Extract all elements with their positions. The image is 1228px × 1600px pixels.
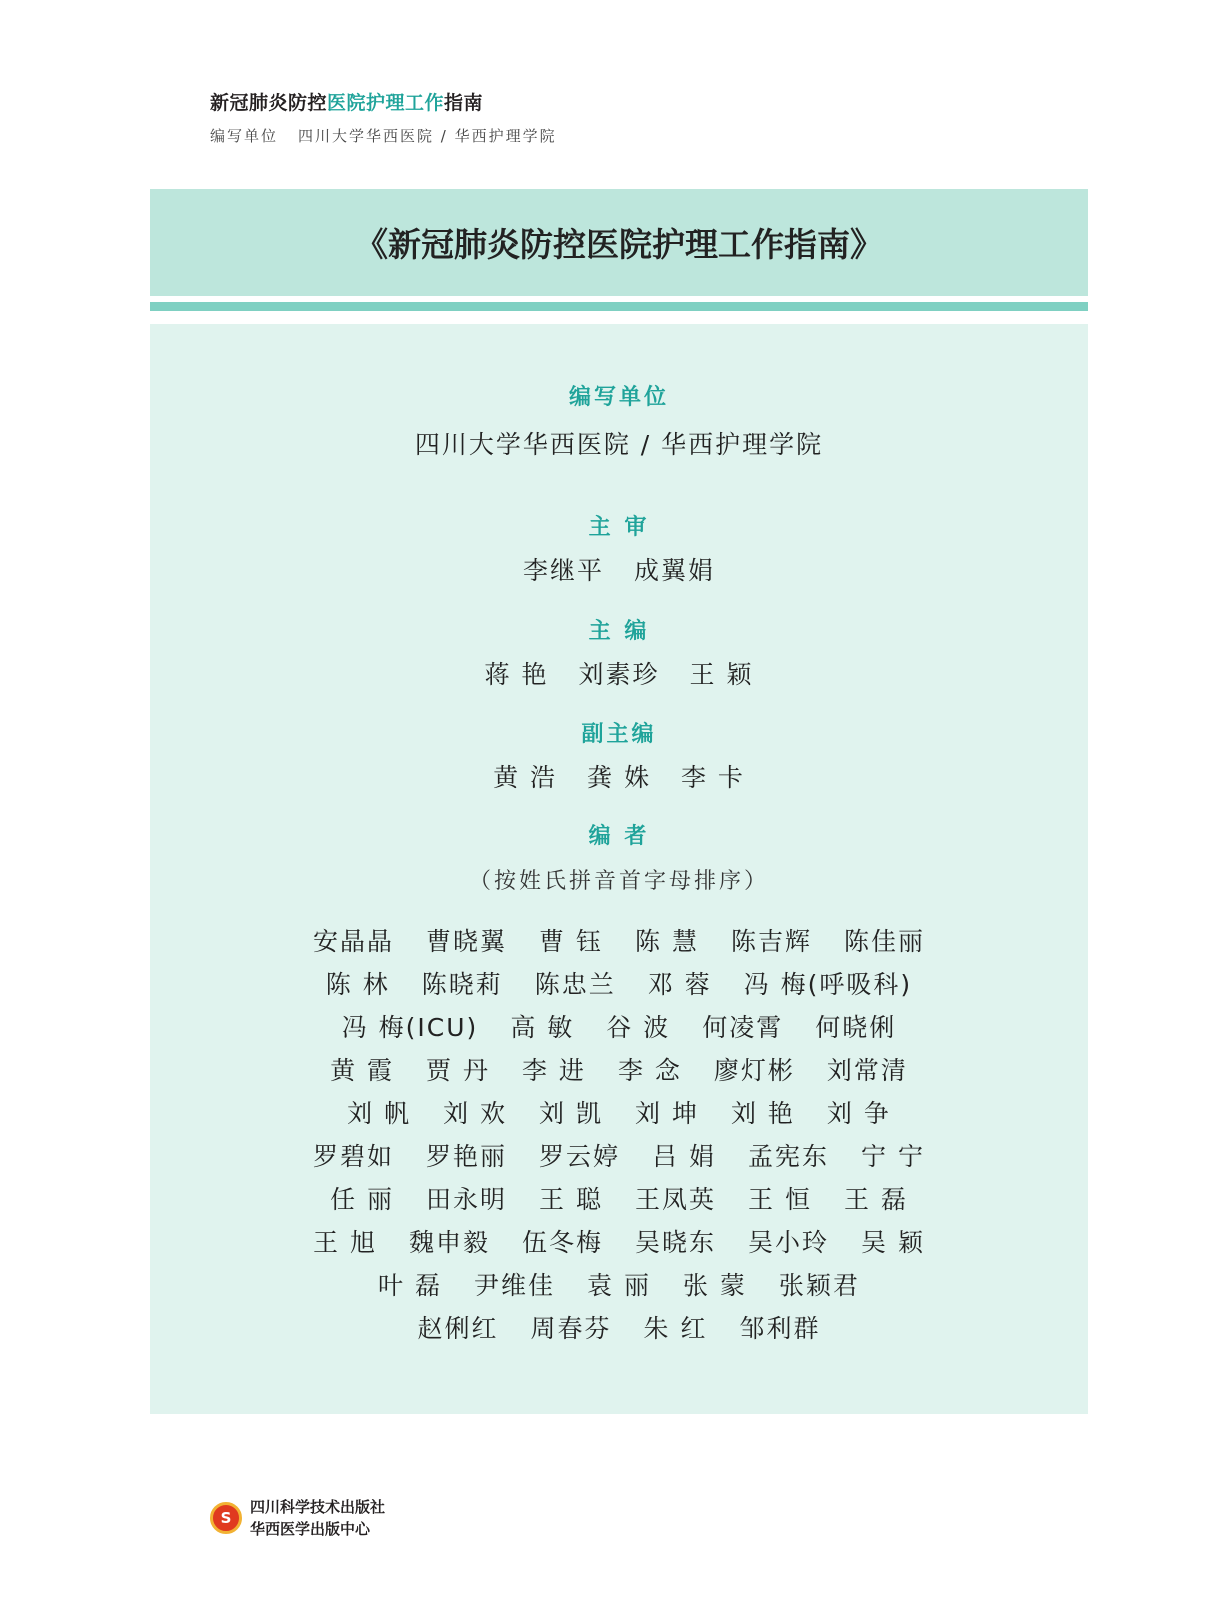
editors-row bbox=[150, 1309, 1088, 1345]
title-rule bbox=[150, 302, 1088, 311]
editor-name: 刘 欢 bbox=[443, 1099, 508, 1128]
editor-name: 陈晓莉 bbox=[421, 970, 503, 999]
publisher-names bbox=[250, 1496, 385, 1540]
editor-name: 朱 红 bbox=[643, 1314, 708, 1343]
editors-row bbox=[150, 1051, 1088, 1087]
editor-name: 刘常清 bbox=[826, 1056, 908, 1085]
header-title-prefix: 新冠肺炎防控 bbox=[210, 92, 328, 114]
chief-editor-name: 刘素珍 bbox=[578, 660, 660, 689]
chief-editor-names bbox=[150, 655, 1088, 691]
running-header-title bbox=[210, 88, 557, 115]
deputy-editor-label: 副主编 bbox=[581, 721, 657, 747]
editor-name: 罗艳丽 bbox=[426, 1142, 508, 1171]
publisher-logo-icon: S bbox=[210, 1502, 242, 1534]
title-band bbox=[150, 189, 1088, 296]
editor-name: 陈 林 bbox=[325, 970, 390, 999]
editor-name: 陈忠兰 bbox=[534, 970, 616, 999]
editors-label: 编 者 bbox=[588, 823, 650, 849]
deputy-editor-name: 黄 浩 bbox=[493, 763, 558, 792]
editor-name: 伍冬梅 bbox=[521, 1228, 603, 1257]
editor-name: 田永明 bbox=[426, 1185, 508, 1214]
editor-name: 王凤英 bbox=[635, 1185, 717, 1214]
header-unit-label: 编写单位 bbox=[210, 127, 279, 145]
header-title-accent: 医院护理工作 bbox=[327, 92, 445, 114]
editor-name: 袁 丽 bbox=[587, 1271, 651, 1300]
editor-name: 吴 颖 bbox=[861, 1228, 925, 1257]
editor-name: 冯 梅(ICU) bbox=[341, 1013, 479, 1042]
book-title: 《新冠肺炎防控医院护理工作指南》 bbox=[355, 225, 883, 264]
chief-reviewer-name: 成翼娟 bbox=[634, 556, 716, 585]
editor-name: 李 进 bbox=[521, 1056, 586, 1085]
editor-name: 张 蒙 bbox=[682, 1271, 747, 1300]
chief-reviewer-name: 李继平 bbox=[522, 556, 604, 585]
unit-section bbox=[150, 380, 1088, 461]
editor-name: 廖灯彬 bbox=[713, 1056, 795, 1085]
editor-name: 何晓俐 bbox=[815, 1013, 897, 1042]
editors-row bbox=[150, 922, 1088, 958]
publisher-block bbox=[210, 1496, 385, 1540]
credits-panel bbox=[150, 324, 1088, 1414]
editor-name: 王 聪 bbox=[539, 1185, 603, 1214]
editor-name: 王 旭 bbox=[313, 1228, 377, 1257]
editor-name: 吕 娟 bbox=[652, 1142, 717, 1171]
deputy-editor-names bbox=[150, 758, 1088, 794]
unit-value: 四川大学华西医院 / 华西护理学院 bbox=[414, 430, 824, 459]
header-unit-value: 四川大学华西医院 / 华西护理学院 bbox=[298, 127, 557, 145]
editor-name: 刘 凯 bbox=[539, 1099, 603, 1128]
unit-value-row bbox=[150, 425, 1088, 461]
chief-editor-label: 主 编 bbox=[588, 618, 650, 644]
editor-name: 刘 艳 bbox=[730, 1099, 795, 1128]
editor-name: 罗云婷 bbox=[539, 1142, 621, 1171]
editor-name: 赵俐红 bbox=[417, 1314, 499, 1343]
editor-name: 邹利群 bbox=[739, 1314, 821, 1343]
editor-name: 魏申毅 bbox=[408, 1228, 490, 1257]
editor-name: 刘 坤 bbox=[635, 1099, 699, 1128]
editor-name: 任 丽 bbox=[330, 1185, 395, 1214]
editor-name: 宁 宁 bbox=[861, 1142, 925, 1171]
editor-name: 王 恒 bbox=[748, 1185, 812, 1214]
editors-row bbox=[150, 1180, 1088, 1216]
editor-name: 张颖君 bbox=[778, 1271, 860, 1300]
editor-name: 孟宪东 bbox=[748, 1142, 830, 1171]
editors-sort-note: （按姓氏拼音首字母排序） bbox=[468, 869, 769, 894]
editor-name: 叶 磊 bbox=[378, 1271, 442, 1300]
publisher-line-1: 四川科学技术出版社 bbox=[250, 1498, 386, 1516]
chief-reviewer-section bbox=[150, 510, 1088, 587]
unit-label: 编写单位 bbox=[568, 384, 669, 410]
editor-name: 陈吉辉 bbox=[730, 927, 812, 956]
chief-reviewer-label: 主 审 bbox=[588, 514, 650, 540]
editors-row bbox=[150, 1008, 1088, 1044]
deputy-editor-name: 龚 姝 bbox=[587, 763, 651, 792]
editor-name: 冯 梅(呼吸科) bbox=[743, 970, 913, 999]
editor-name: 吴小玲 bbox=[748, 1228, 830, 1257]
editor-name: 刘 争 bbox=[826, 1099, 891, 1128]
chief-editor-name: 蒋 艳 bbox=[484, 660, 549, 689]
editors-row bbox=[150, 1223, 1088, 1259]
editor-name: 曹 钰 bbox=[539, 927, 603, 956]
editor-name: 谷 波 bbox=[606, 1013, 671, 1042]
running-header bbox=[210, 88, 557, 146]
chief-reviewer-names bbox=[150, 551, 1088, 587]
editors-row bbox=[150, 1137, 1088, 1173]
editor-name: 高 敏 bbox=[510, 1013, 575, 1042]
header-title-suffix: 指南 bbox=[444, 92, 484, 114]
publisher-line-2: 华西医学出版中心 bbox=[250, 1520, 371, 1538]
editor-name: 曹晓翼 bbox=[426, 927, 508, 956]
editors-section bbox=[150, 819, 1088, 895]
editor-name: 周春芬 bbox=[530, 1314, 612, 1343]
editor-name: 王 磊 bbox=[843, 1185, 908, 1214]
editor-name: 罗碧如 bbox=[313, 1142, 395, 1171]
editor-name: 陈 慧 bbox=[635, 927, 699, 956]
editors-row bbox=[150, 1094, 1088, 1130]
deputy-editor-section bbox=[150, 717, 1088, 794]
editors-row bbox=[150, 965, 1088, 1001]
chief-editor-section bbox=[150, 614, 1088, 691]
editors-row bbox=[150, 1266, 1088, 1302]
running-header-unit bbox=[210, 125, 557, 146]
deputy-editor-name: 李 卡 bbox=[680, 763, 745, 792]
editor-name: 邓 蓉 bbox=[647, 970, 712, 999]
editor-name: 吴晓东 bbox=[635, 1228, 717, 1257]
editor-name: 李 念 bbox=[617, 1056, 682, 1085]
chief-editor-name: 王 颖 bbox=[689, 660, 754, 689]
editor-name: 何凌霄 bbox=[702, 1013, 784, 1042]
editor-name: 安晶晶 bbox=[313, 927, 395, 956]
editor-name: 陈佳丽 bbox=[843, 927, 925, 956]
editor-name: 尹维佳 bbox=[474, 1271, 556, 1300]
editor-name: 刘 帆 bbox=[347, 1099, 412, 1128]
editor-name: 贾 丹 bbox=[426, 1056, 490, 1085]
editor-name: 黄 霞 bbox=[330, 1056, 395, 1085]
